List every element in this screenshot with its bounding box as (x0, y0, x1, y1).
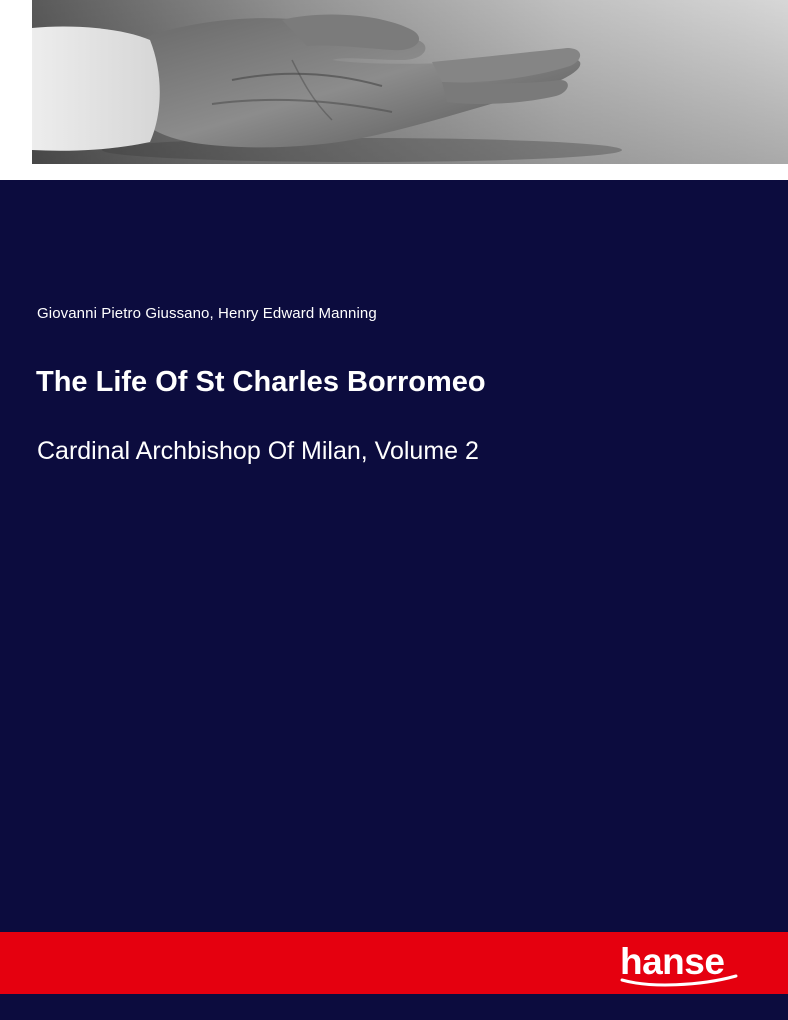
book-subtitle: Cardinal Archbishop Of Milan, Volume 2 (37, 437, 479, 465)
cover-bottom-band (0, 994, 788, 1020)
swoosh-underline-icon (620, 974, 738, 988)
open-hand-photo (32, 0, 788, 164)
publisher-logo-text: hanse (620, 941, 725, 982)
cover-top-band (0, 0, 788, 180)
cover-navy-panel (0, 180, 788, 932)
book-authors: Giovanni Pietro Giussano, Henry Edward Manning (37, 305, 377, 322)
book-title: The Life Of St Charles Borromeo (36, 366, 486, 398)
publisher-logo (620, 940, 740, 990)
